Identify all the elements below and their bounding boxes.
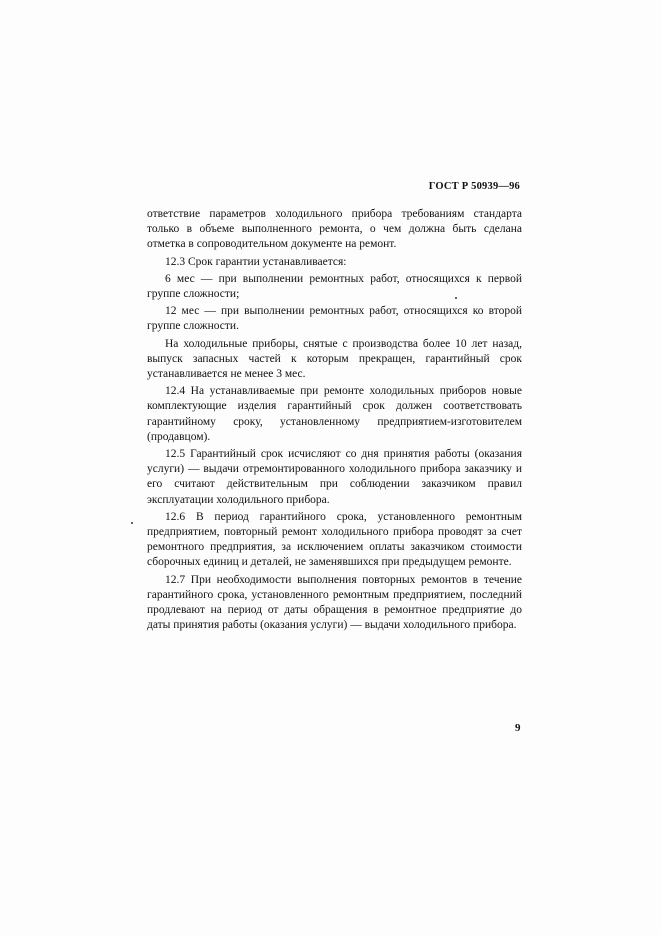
paragraph-12-3: 12.3 Срок гарантии устанавливается: xyxy=(165,255,347,268)
paragraph-12-6: 12.6 В период гарантийного срока, установленного ремонтным предприятием, повторный ремонт холодильного прибора проводят за счет ремонтного предприятия, за исключением оплаты заказчиком стоимости сборочных единиц и деталей, не заменявшихся при предыдущем ремонте. xyxy=(147,510,522,569)
paragraph-12-5: 12.5 Гарантийный срок исчисляют со дня принятия работы (оказания услуги) — выдачи отремонтированного холодильного прибора заказчику и его считают действительным при соблюдении заказчиком правил эксплуатации холодильного прибора. xyxy=(147,448,522,506)
paragraph-continuation: ответствие параметров холодильного прибора требованиям стандарта только в объеме выполненного ремонта, о чем должна быть сделана отметка в сопроводительном документе на ремонт. xyxy=(147,208,522,251)
document-body xyxy=(147,207,522,635)
scan-speck xyxy=(455,297,457,299)
paragraph-discontinued-products: На холодильные приборы, снятые с производства более 10 лет назад, выпуск запасных частей к которым прекращен, гарантийный срок устанавливается не менее 3 мес. xyxy=(147,337,522,381)
paragraph-12-months: 12 мес — при выполнении ремонтных работ, относящихся ко второй группе сложности. xyxy=(147,305,522,333)
standard-code: ГОСТ Р 50939—96 xyxy=(428,181,520,192)
paragraph-12-7: 12.7 При необходимости выполнения повторных ремонтов в течение гарантийного срока, установленного ремонтным предприятием, последний продлевают на период от даты обращения в ремонтное предприятие до даты принятия работы (оказания услуги) — выдачи холодильного прибора. xyxy=(147,573,522,632)
scan-speck xyxy=(131,522,133,524)
page-number: 9 xyxy=(515,722,521,734)
paragraph-6-months: 6 мес — при выполнении ремонтных работ, относящихся к первой группе сложности; xyxy=(147,272,522,301)
paragraph-12-4: 12.4 На устанавливаемые при ремонте холодильных приборов новые комплектующие изделия гарантийный срок должен соответствовать гарантийному сроку, установленному предприятием-изготовителем (продавцом). xyxy=(147,385,522,443)
